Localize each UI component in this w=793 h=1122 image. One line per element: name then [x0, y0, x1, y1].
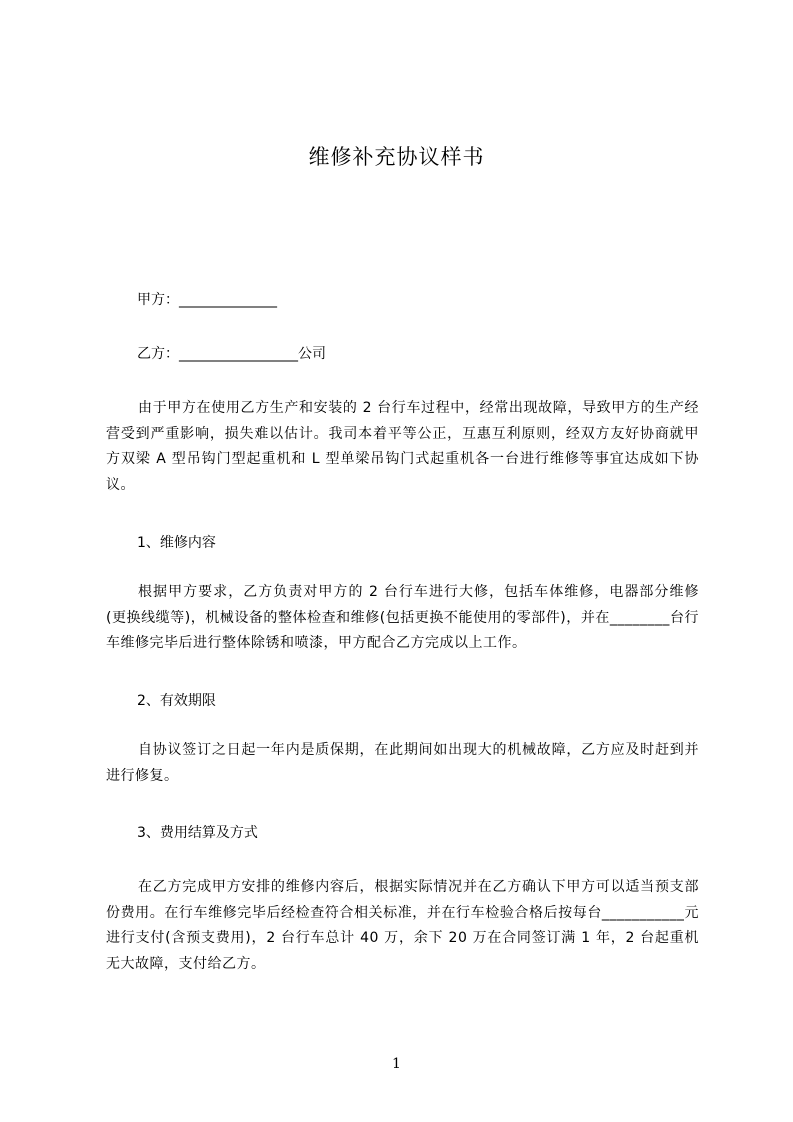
party-b-suffix: 公司 — [298, 346, 326, 362]
section-heading-maintenance: 1、维修内容 — [137, 535, 216, 551]
section-heading-payment: 3、费用结算及方式 — [137, 825, 258, 841]
section-body-validity: 自协议签订之日起一年内是质保期，在此期间如出现大的机械故障，乙方应及时赶到并进行修复。 — [106, 742, 699, 784]
document-title: 维修补充协议样书 — [308, 145, 485, 169]
intro-paragraph: 由于甲方在使用乙方生产和安装的 2 台行车过程中，经常出现故障，导致甲方的生产经营受到严重影响，损失难以估计。我司本着平等公正，互惠互利原则，经双方友好协商就甲方双梁 A 型吊钩门型起重机和 L 型单梁吊钩门式起重机各一台进行维修等事宜达成如下协议。 — [106, 400, 699, 493]
maintenance-text-start: 根据甲方要求，乙方负责对甲方的 2 台行车进行大修，包括车体维修，电器部分维修(更换线缆等)，机械设备的整体检查和维修(包括更换不能使用的零部件)，并在 — [106, 584, 699, 626]
section-body-maintenance — [106, 580, 699, 657]
party-b-label: 乙方： — [137, 346, 179, 362]
party-a-label: 甲方： — [137, 292, 179, 308]
maintenance-blank: ________ — [609, 609, 670, 626]
payment-blank: ___________ — [601, 904, 685, 921]
maintenance-text-end: 台行车维修完毕后进行整体除锈和喷漆，甲方配合乙方完成以上工作。 — [106, 609, 699, 651]
payment-text-end: 元进行支付(含预支费用)，2 台行车总计 40 万，余下 20 万在合同签订满 1 年，2 台起重机无大故障，支付给乙方。 — [106, 904, 700, 972]
payment-text-start: 在乙方完成甲方安排的维修内容后，根据实际情况并在乙方确认下甲方可以适当预支部份费用。在行车维修完毕后经检查符合相关标准，并在行车检验合格后按每台 — [106, 879, 699, 921]
party-a-line — [137, 291, 277, 309]
party-b-blank: _________________ — [179, 346, 298, 362]
party-a-blank: ______________ — [179, 292, 277, 308]
page-number: 1 — [392, 1056, 401, 1072]
party-b-line — [137, 345, 326, 363]
section-heading-validity: 2、有效期限 — [137, 693, 216, 709]
section-body-payment — [106, 875, 699, 977]
